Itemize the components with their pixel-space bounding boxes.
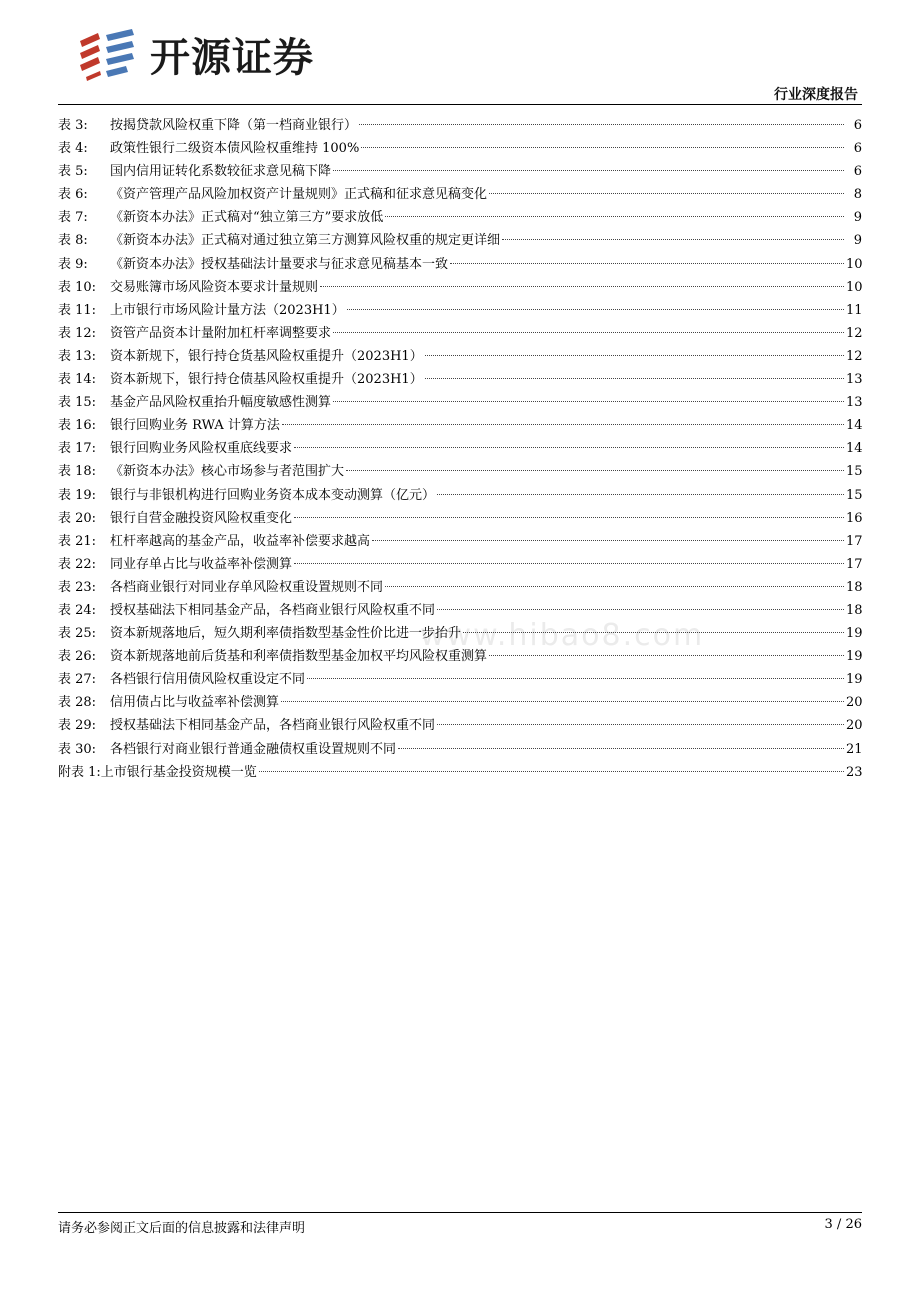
toc-entry-page: 15 bbox=[846, 464, 863, 480]
toc-entry[interactable] bbox=[58, 114, 862, 137]
toc-entry[interactable] bbox=[58, 345, 862, 368]
toc-dot-leader bbox=[259, 771, 844, 772]
toc-dot-leader bbox=[425, 378, 844, 379]
toc-entry-page: 21 bbox=[846, 741, 863, 757]
toc-entry-title: 基金产品风险权重抬升幅度敏感性测算 bbox=[110, 395, 332, 411]
toc-entry[interactable] bbox=[58, 576, 862, 599]
toc-entry-page: 14 bbox=[846, 441, 863, 457]
toc-entry-title: 银行自营金融投资风险权重变化 bbox=[110, 510, 293, 526]
toc-dot-leader bbox=[437, 494, 844, 495]
toc-entry-page: 19 bbox=[846, 649, 863, 665]
toc-entry-title: 资本新规下，银行持仓债基风险权重提升（2023H1） bbox=[110, 372, 423, 388]
toc-entry[interactable] bbox=[58, 668, 862, 691]
toc-dot-leader bbox=[489, 193, 844, 194]
toc-entry-title: 资管产品资本计量附加杠杆率调整要求 bbox=[110, 325, 332, 341]
toc-entry-page: 17 bbox=[846, 533, 863, 549]
toc-entry-title: 《新资本办法》正式稿对“独立第三方”要求放低 bbox=[110, 210, 384, 226]
toc-entry-title: 资本新规下，银行持仓货基风险权重提升（2023H1） bbox=[110, 348, 423, 364]
toc-entry-page: 11 bbox=[846, 302, 863, 318]
toc-entry-page: 18 bbox=[846, 602, 863, 618]
toc-dot-leader bbox=[398, 748, 844, 749]
toc-entry[interactable] bbox=[58, 460, 862, 483]
toc-dot-leader bbox=[294, 563, 844, 564]
toc-dot-leader bbox=[489, 655, 844, 656]
toc-dot-leader bbox=[437, 724, 844, 725]
toc-entry-label: 表 30: bbox=[58, 741, 97, 757]
toc-entry-page: 13 bbox=[846, 395, 863, 411]
toc-dot-leader bbox=[361, 147, 844, 148]
toc-entry-label: 附表 1: bbox=[58, 764, 101, 780]
toc-entry-label: 表 14: bbox=[58, 372, 97, 388]
page-header bbox=[58, 0, 862, 106]
toc-entry-page: 6 bbox=[853, 118, 862, 133]
toc-entry[interactable] bbox=[58, 253, 862, 276]
toc-entry-label: 表 20: bbox=[58, 510, 97, 526]
toc-entry-label: 表 19: bbox=[58, 487, 97, 503]
footer-disclaimer: 请务必参阅正文后面的信息披露和法律声明 bbox=[58, 1221, 306, 1236]
toc-entry[interactable] bbox=[58, 322, 862, 345]
toc-entry[interactable] bbox=[58, 645, 862, 668]
toc-entry[interactable] bbox=[58, 599, 862, 622]
toc-entry-label: 表 12: bbox=[58, 325, 97, 341]
toc-dot-leader bbox=[333, 332, 844, 333]
toc-entry-page: 6 bbox=[853, 164, 862, 180]
toc-entry-page: 9 bbox=[853, 210, 862, 226]
toc-entry-page: 20 bbox=[846, 718, 863, 734]
toc-entry-label: 表 15: bbox=[58, 395, 97, 411]
toc-dot-leader bbox=[294, 447, 844, 448]
toc-entry-page: 17 bbox=[846, 556, 863, 572]
toc-entry-title: 授权基础法下相同基金产品，各档商业银行风险权重不同 bbox=[110, 602, 436, 618]
toc-entry-page: 18 bbox=[846, 579, 863, 595]
toc-entry-label: 表 16: bbox=[58, 418, 97, 434]
toc-dot-leader bbox=[294, 517, 844, 518]
toc-entry[interactable] bbox=[58, 691, 862, 714]
toc-entry[interactable] bbox=[58, 368, 862, 391]
toc-entry-title: 信用债占比与收益率补偿测算 bbox=[110, 695, 280, 711]
table-of-contents bbox=[58, 114, 862, 784]
toc-entry-title: 按揭贷款风险权重下降（第一档商业银行） bbox=[110, 118, 358, 133]
toc-dot-leader bbox=[463, 632, 844, 633]
toc-entry[interactable] bbox=[58, 414, 862, 437]
toc-dot-leader bbox=[281, 701, 844, 702]
toc-entry-page: 13 bbox=[846, 372, 863, 388]
toc-dot-leader bbox=[282, 424, 844, 425]
toc-entry-page: 10 bbox=[846, 279, 863, 295]
toc-entry-page: 6 bbox=[853, 141, 862, 157]
toc-entry-title: 银行回购业务 RWA 计算方法 bbox=[110, 418, 280, 434]
toc-entry-title: 《新资本办法》核心市场参与者范围扩大 bbox=[110, 464, 345, 480]
toc-entry-label: 表 7: bbox=[58, 210, 88, 226]
toc-entry[interactable] bbox=[58, 437, 862, 460]
page-number: 3 / 26 bbox=[824, 1217, 862, 1232]
toc-entry-page: 10 bbox=[846, 256, 863, 272]
toc-entry-title: 各档银行信用债风险权重设定不同 bbox=[110, 672, 306, 688]
toc-entry-label: 表 24: bbox=[58, 602, 97, 618]
toc-entry-title: 《新资本办法》正式稿对通过独立第三方测算风险权重的规定更详细 bbox=[110, 233, 501, 249]
logo-text: 开源证券 bbox=[150, 35, 314, 81]
toc-entry-title: 交易账簿市场风险资本要求计量规则 bbox=[110, 279, 319, 295]
toc-dot-leader bbox=[385, 216, 844, 217]
toc-entry[interactable] bbox=[58, 229, 862, 252]
toc-entry[interactable] bbox=[58, 391, 862, 414]
logo-mark-icon bbox=[76, 27, 138, 83]
toc-entry[interactable] bbox=[58, 738, 862, 761]
toc-entry-label: 表 6: bbox=[58, 187, 88, 203]
toc-entry-label: 表 13: bbox=[58, 348, 97, 364]
toc-entry[interactable] bbox=[58, 183, 862, 206]
toc-dot-leader bbox=[346, 470, 844, 471]
toc-entry-title: 资本新规落地前后货基和利率债指数型基金加权平均风险权重测算 bbox=[110, 649, 488, 665]
toc-dot-leader bbox=[333, 401, 844, 402]
toc-entry-title: 《资产管理产品风险加权资产计量规则》正式稿和征求意见稿变化 bbox=[110, 187, 488, 203]
header-divider bbox=[58, 104, 862, 105]
toc-entry-label: 表 4: bbox=[58, 141, 88, 157]
toc-entry-title: 资本新规落地后，短久期利率债指数型基金性价比进一步抬升 bbox=[110, 626, 462, 642]
toc-entry-page: 12 bbox=[846, 348, 863, 364]
toc-entry-page: 15 bbox=[846, 487, 863, 503]
toc-entry-label: 表 5: bbox=[58, 164, 88, 180]
toc-entry-page: 19 bbox=[846, 672, 863, 688]
company-logo bbox=[76, 26, 314, 83]
toc-entry-title: 政策性银行二级资本债风险权重维持 100% bbox=[110, 141, 360, 157]
toc-entry[interactable] bbox=[58, 137, 862, 160]
toc-dot-leader bbox=[372, 540, 844, 541]
toc-entry-label: 表 11: bbox=[58, 302, 97, 318]
toc-entry-title: 国内信用证转化系数较征求意见稿下降 bbox=[110, 164, 332, 180]
toc-dot-leader bbox=[307, 678, 844, 679]
toc-entry-label: 表 3: bbox=[58, 118, 88, 133]
toc-dot-leader bbox=[437, 609, 844, 610]
toc-entry-page: 8 bbox=[853, 187, 862, 203]
toc-entry-label: 表 17: bbox=[58, 441, 97, 457]
toc-entry-label: 表 18: bbox=[58, 464, 97, 480]
toc-entry-label: 表 22: bbox=[58, 556, 97, 572]
toc-entry[interactable] bbox=[58, 714, 862, 737]
toc-entry-title: 同业存单占比与收益率补偿测算 bbox=[110, 556, 293, 572]
toc-entry-label: 表 29: bbox=[58, 718, 97, 734]
toc-entry-page: 16 bbox=[846, 510, 863, 526]
toc-entry-title: 上市银行基金投资规模一览 bbox=[100, 764, 257, 780]
toc-entry-label: 表 21: bbox=[58, 533, 97, 549]
toc-entry-label: 表 9: bbox=[58, 256, 88, 272]
toc-entry-title: 银行与非银机构进行回购业务资本成本变动测算（亿元） bbox=[110, 487, 436, 503]
toc-dot-leader bbox=[347, 309, 844, 310]
toc-entry[interactable] bbox=[58, 206, 862, 229]
toc-dot-leader bbox=[450, 263, 844, 264]
toc-dot-leader bbox=[359, 124, 844, 125]
page-footer bbox=[58, 1212, 862, 1236]
toc-entry[interactable] bbox=[58, 507, 862, 530]
toc-entry-title: 杠杆率越高的基金产品，收益率补偿要求越高 bbox=[110, 533, 371, 549]
toc-dot-leader bbox=[333, 170, 844, 171]
toc-entry-label: 表 28: bbox=[58, 695, 97, 711]
toc-entry-page: 23 bbox=[846, 764, 863, 780]
toc-entry-title: 《新资本办法》授权基础法计量要求与征求意见稿基本一致 bbox=[110, 256, 449, 272]
toc-entry-label: 表 23: bbox=[58, 579, 97, 595]
toc-entry[interactable] bbox=[58, 276, 862, 299]
toc-entry-title: 各档商业银行对同业存单风险权重设置规则不同 bbox=[110, 579, 384, 595]
toc-entry-label: 表 26: bbox=[58, 649, 97, 665]
toc-entry[interactable] bbox=[58, 530, 862, 553]
toc-entry-title: 授权基础法下相同基金产品，各档商业银行风险权重不同 bbox=[110, 718, 436, 734]
toc-entry-label: 表 10: bbox=[58, 279, 97, 295]
toc-entry-label: 表 25: bbox=[58, 626, 97, 642]
toc-entry[interactable] bbox=[58, 160, 862, 183]
toc-entry-page: 14 bbox=[846, 418, 863, 434]
toc-dot-leader bbox=[502, 239, 844, 240]
toc-entry-title: 各档银行对商业银行普通金融债权重设置规则不同 bbox=[110, 741, 397, 757]
toc-entry-page: 9 bbox=[853, 233, 862, 249]
toc-entry[interactable] bbox=[58, 553, 862, 576]
toc-entry-title: 上市银行市场风险计量方法（2023H1） bbox=[110, 302, 345, 318]
toc-entry-label: 表 27: bbox=[58, 672, 97, 688]
report-type-label: 行业深度报告 bbox=[774, 87, 858, 103]
toc-entry-title: 银行回购业务风险权重底线要求 bbox=[110, 441, 293, 457]
toc-entry-label: 表 8: bbox=[58, 233, 88, 249]
toc-entry-page: 12 bbox=[846, 325, 863, 341]
toc-dot-leader bbox=[425, 355, 844, 356]
toc-entry[interactable] bbox=[58, 299, 862, 322]
toc-dot-leader bbox=[320, 286, 844, 287]
toc-entry-page: 19 bbox=[846, 626, 863, 642]
toc-entry-page: 20 bbox=[846, 695, 863, 711]
watermark: www.hibao8.com bbox=[420, 618, 705, 653]
toc-entry[interactable] bbox=[58, 761, 862, 784]
toc-dot-leader bbox=[385, 586, 844, 587]
toc-entry[interactable] bbox=[58, 622, 862, 645]
toc-entry[interactable] bbox=[58, 484, 862, 507]
